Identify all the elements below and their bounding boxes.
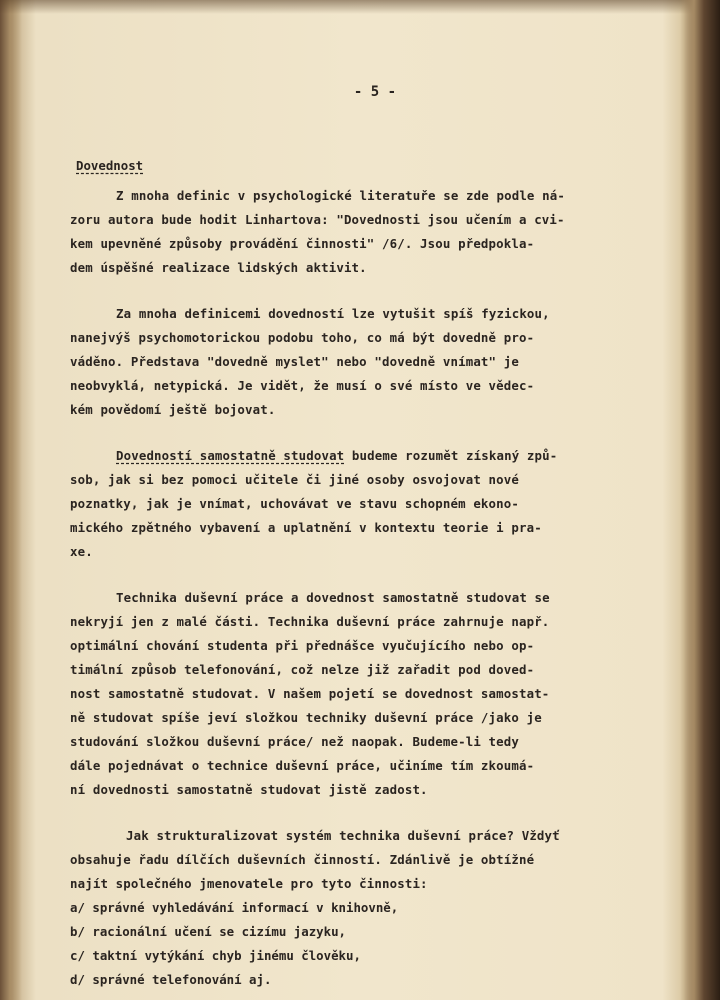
text-line: neobvyklá, netypická. Je vidět, že musí o své místo ve vědec- <box>70 378 535 393</box>
text-line: nekryjí jen z malé části. Technika duševní práce zahrnuje např. <box>70 614 550 629</box>
text-line: mického zpětného vybavení a uplatnění v kontextu teorie i pra- <box>70 520 542 535</box>
text-line: kém povědomí ještě bojovat. <box>70 402 276 417</box>
text-line: zoru autora bude hodit Linhartova: "Dovednosti jsou učením a cvi- <box>70 212 565 227</box>
list-item: a/ správné vyhledávání informací v knihovně, <box>70 900 399 915</box>
paragraph-technique <box>70 586 640 802</box>
text-line: timální způsob telefonování, což nelze již zařadit pod doved- <box>70 662 535 677</box>
text-line: ně studovat spíše jeví složkou techniky duševní práce /jako je <box>70 710 542 725</box>
text-line: nost samostatně studovat. V našem pojetí se dovednost samostat- <box>70 686 550 701</box>
list-item: c/ taktní vytýkání chyb jinému člověku, <box>70 948 361 963</box>
text-line: Jak strukturalizovat systém technika duševní práce? Vždyť <box>126 828 560 843</box>
top-shadow <box>0 0 720 14</box>
text-line <box>70 444 640 468</box>
text-line: váděno. Představa "dovedně myslet" nebo "dovedně vnímat" je <box>70 354 519 369</box>
paragraph-structure <box>70 824 640 896</box>
page-number: - 5 - <box>353 84 397 100</box>
text-line: Za mnoha definicemi dovedností lze vytušit spíš fyzickou, <box>116 306 550 321</box>
text-line: najít společného jmenovatele pro tyto činnosti: <box>70 876 428 891</box>
text-line: xe. <box>70 544 93 559</box>
text-line-rest: budeme rozumět získaný způ- <box>344 448 558 463</box>
binding-edge <box>0 0 22 1000</box>
cover-edge <box>680 0 720 1000</box>
underlined-term: Dovedností samostatně studovat <box>116 448 345 463</box>
text-line: Technika duševní práce a dovednost samostatně studovat se <box>116 590 550 605</box>
text-line: nanejvýš psychomotorickou podobu toho, co má být dovedně pro- <box>70 330 535 345</box>
text-line: kem upevněné způsoby provádění činnosti" /6/. Jsou předpokla- <box>70 236 535 251</box>
activity-list <box>70 896 640 992</box>
text-line: obsahuje řadu dílčích duševních činností. Zdánlivě je obtížné <box>70 852 535 867</box>
paragraph-self-study <box>70 444 640 564</box>
list-item: d/ správné telefonování aj. <box>70 972 272 987</box>
text-line: ní dovednosti samostatně studovat jistě zadost. <box>70 782 428 797</box>
document-text <box>70 80 640 992</box>
text-line: Z mnoha definic v psychologické literatuře se zde podle ná- <box>116 188 565 203</box>
paragraph-definition <box>70 184 640 280</box>
section-heading: Dovednost <box>76 158 144 173</box>
text-line: poznatky, jak je vnímat, uchovávat ve stavu schopném ekono- <box>70 496 519 511</box>
paragraph-physical-form <box>70 302 640 422</box>
text-line: sob, jak si bez pomoci učitele či jiné osoby osvojovat nové <box>70 472 519 487</box>
text-line: dále pojednávat o technice duševní práce, učiníme tím zkoumá- <box>70 758 535 773</box>
text-line: optimální chování studenta při přednášce vyučujícího nebo op- <box>70 638 535 653</box>
text-line: studování složkou duševní práce/ než naopak. Budeme-li tedy <box>70 734 519 749</box>
text-line: dem úspěšné realizace lidských aktivit. <box>70 260 367 275</box>
list-item: b/ racionální učení se cizímu jazyku, <box>70 924 347 939</box>
